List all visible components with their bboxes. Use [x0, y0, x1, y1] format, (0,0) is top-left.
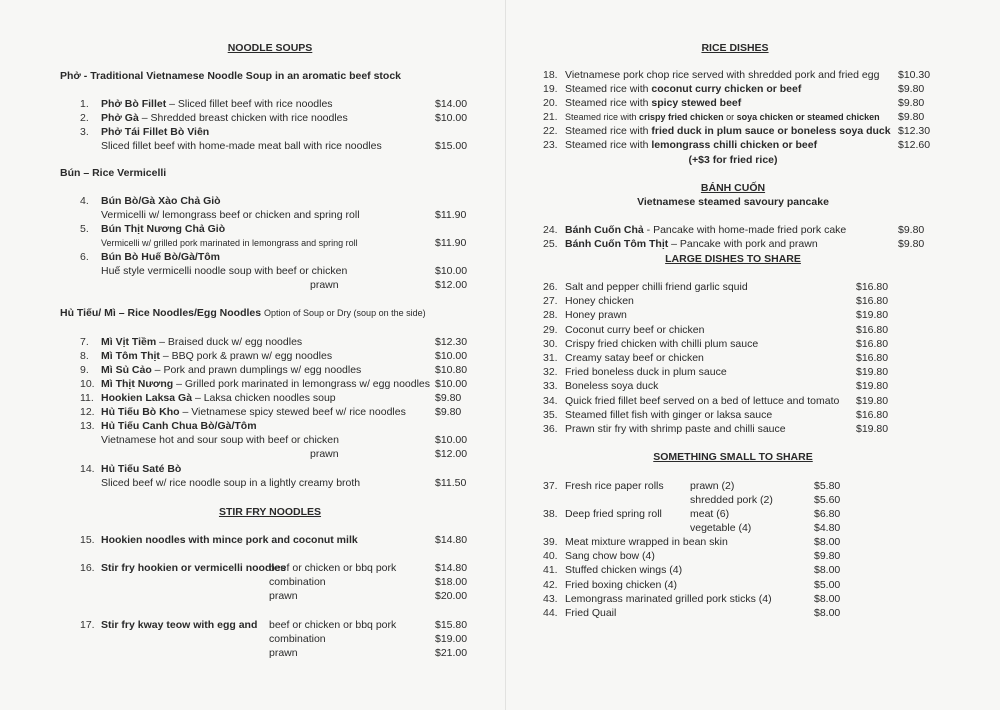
item-price: $15.00 — [435, 140, 468, 152]
item-number: 6. — [80, 251, 89, 263]
item-price: $9.80 — [898, 238, 925, 250]
item-name: Meat mixture wrapped in bean skin — [565, 536, 728, 548]
item-name: Hookien noodles with mince pork and coconut milk — [101, 534, 358, 546]
item-price: $12.60 — [898, 139, 931, 151]
item-price: $21.00 — [435, 647, 468, 659]
item-price: $11.50 — [435, 477, 467, 489]
item-number: 13. — [80, 420, 95, 432]
item-number: 3. — [80, 126, 89, 138]
item-description: Sliced beef w/ rice noodle soup in a lightly creamy broth — [101, 477, 361, 489]
menu-item — [565, 68, 879, 82]
item-name: Mì Thịt Nương — [101, 378, 174, 390]
item-number: 34. — [543, 394, 558, 407]
menu-item — [565, 138, 817, 152]
item-number: 22. — [543, 125, 558, 137]
item-option: shredded pork (2) — [690, 494, 773, 506]
item-description: Vietnamese hot and sour soup with beef or chicken — [101, 434, 339, 446]
item-number: 10. — [80, 378, 95, 390]
item-price: $14.80 — [435, 562, 468, 574]
item-price: $9.80 — [435, 406, 462, 418]
item-description: – Braised duck w/ egg noodles — [156, 336, 303, 348]
item-description: – Sliced fillet beef with rice noodles — [166, 98, 333, 110]
item-price: $6.80 — [814, 508, 841, 520]
page-fold — [505, 0, 506, 710]
item-name: Steamed fillet fish with ginger or laksa sauce — [565, 408, 773, 421]
item-number: 43. — [543, 592, 558, 605]
item-description: Steamed rice with — [565, 139, 652, 151]
item-number: 9. — [80, 364, 89, 376]
item-name: Salt and pepper chilli friend garlic squid — [565, 281, 748, 293]
item-name: spicy stewed beef — [651, 97, 742, 109]
item-name: Hookien Laksa Gà — [101, 392, 193, 404]
item-price: $14.00 — [435, 98, 468, 110]
item-price: $16.80 — [856, 295, 889, 308]
menu-item — [565, 110, 880, 124]
menu-item — [101, 349, 332, 363]
subsection-heading — [60, 306, 426, 320]
item-number: 11. — [80, 392, 94, 404]
item-name: Coconut curry beef or chicken — [565, 323, 705, 336]
item-name: Hủ Tiếu Saté Bò — [101, 463, 182, 475]
item-name: Mì Tôm Thịt — [101, 350, 160, 362]
item-number: 16. — [80, 562, 95, 574]
section-heading: RICE DISHES — [701, 42, 769, 54]
item-description: – Pork and prawn dumplings w/ egg noodles — [151, 364, 362, 376]
section-subtitle: Vietnamese steamed savoury pancake — [637, 196, 829, 208]
item-description: – Pancake with pork and prawn — [668, 238, 818, 250]
item-name: crispy fried chicken — [639, 112, 724, 122]
item-name: Phở Gà — [101, 112, 139, 124]
item-number: 36. — [543, 423, 558, 435]
item-number: 25. — [543, 238, 558, 250]
item-name: Stir fry hookien or vermicelli noodles — [101, 562, 286, 574]
item-description: Sliced fillet beef with home-made meat ball with rice noodles — [101, 140, 382, 152]
item-number: 14. — [80, 463, 95, 475]
item-description: Steamed rice with — [565, 97, 652, 109]
item-name: Bánh Cuốn Tôm Thịt — [565, 238, 669, 250]
item-number: 4. — [80, 195, 89, 207]
menu-item — [101, 111, 348, 125]
note: (+$3 for fried rice) — [688, 154, 778, 166]
item-name: Prawn stir fry with shrimp paste and chilli sauce — [565, 423, 786, 435]
item-number: 42. — [543, 578, 558, 591]
item-price: $16.80 — [856, 408, 889, 421]
menu-item — [565, 124, 891, 138]
item-price: $9.80 — [435, 392, 462, 404]
item-number: 8. — [80, 350, 89, 362]
item-option: prawn — [310, 279, 339, 291]
item-description: Steamed rice with — [565, 125, 652, 137]
item-price: $12.30 — [898, 125, 931, 137]
item-price: $16.80 — [856, 323, 889, 336]
item-number: 29. — [543, 323, 558, 336]
item-name: Fried Quail — [565, 607, 617, 619]
item-number: 27. — [543, 295, 558, 308]
item-price: $20.00 — [435, 590, 468, 602]
item-name: lemongrass chilli chicken or beef — [651, 139, 818, 151]
item-price: $4.80 — [814, 522, 841, 534]
item-name: Stir fry kway teow with egg and — [101, 619, 258, 631]
item-name: Sang chow bow (4) — [565, 550, 655, 563]
item-price: $18.00 — [435, 576, 468, 588]
item-price: $5.00 — [814, 578, 841, 591]
menu-item — [565, 223, 846, 237]
item-description: – BBQ pork & prawn w/ egg noodles — [159, 350, 333, 362]
item-name: Bún Thịt Nương Chả Giò — [101, 223, 226, 235]
item-price: $19.80 — [856, 394, 889, 407]
item-price: $16.80 — [856, 281, 889, 293]
item-price: $10.00 — [435, 265, 468, 277]
item-description: Vermicelli w/ lemongrass beef or chicken and spring roll — [101, 209, 360, 221]
item-number: 15. — [80, 534, 95, 546]
item-price: $8.00 — [814, 592, 841, 605]
item-description: – Laksa chicken noodles soup — [192, 392, 336, 404]
item-number: 5. — [80, 223, 89, 235]
item-name: Creamy satay beef or chicken — [565, 352, 704, 364]
section-heading: BÁNH CUỐN — [700, 182, 766, 194]
item-description: Vermicelli w/ grilled pork marinated in lemongrass and spring roll — [101, 238, 358, 248]
item-name: Stuffed chicken wings (4) — [565, 564, 683, 577]
item-name: Bánh Cuốn Chả — [565, 224, 644, 236]
subsection-note: Option of Soup or Dry (soup on the side) — [264, 308, 426, 318]
item-number: 37. — [543, 480, 558, 492]
item-name: Fried boneless duck in plum sauce — [565, 366, 727, 379]
item-number: 21. — [543, 111, 558, 123]
item-number: 17. — [80, 619, 95, 631]
menu-item — [565, 82, 801, 96]
item-number: 35. — [543, 408, 558, 421]
item-price: $12.30 — [435, 336, 468, 348]
item-option: meat (6) — [690, 508, 730, 520]
item-number: 33. — [543, 380, 558, 393]
item-description: - Pancake with home-made fried pork cake — [643, 224, 847, 236]
item-price: $19.00 — [435, 633, 468, 645]
section-heading: LARGE DISHES TO SHARE — [665, 253, 801, 265]
item-number: 2. — [80, 112, 89, 124]
item-price: $9.80 — [898, 111, 925, 123]
item-description: – Vietnamese spicy stewed beef w/ rice noodles — [179, 406, 406, 418]
item-name: coconut curry chicken or beef — [651, 83, 802, 95]
item-name: Hủ Tiếu Bò Kho — [101, 406, 180, 418]
item-option: prawn — [269, 647, 298, 659]
item-price: $19.80 — [856, 366, 889, 379]
item-price: $14.80 — [435, 534, 468, 546]
section-heading: SOMETHING SMALL TO SHARE — [653, 451, 813, 463]
item-price: $5.60 — [814, 494, 841, 506]
item-number: 40. — [543, 550, 558, 563]
item-price: $9.80 — [814, 550, 841, 563]
item-price: $8.00 — [814, 607, 841, 619]
item-name: Honey chicken — [565, 295, 634, 308]
item-name: Honey prawn — [565, 309, 627, 322]
item-name: Phở Tái Fillet Bò Viên — [101, 126, 210, 138]
item-name: Lemongrass marinated grilled pork sticks (4) — [565, 592, 772, 605]
item-name: soya chicken or steamed chicken — [736, 112, 880, 122]
item-price: $11.90 — [435, 209, 467, 221]
item-number: 39. — [543, 536, 558, 548]
item-number: 38. — [543, 508, 558, 520]
item-option: beef or chicken or bbq pork — [269, 562, 397, 574]
item-number: 24. — [543, 224, 558, 236]
item-price: $16.80 — [856, 337, 889, 350]
section-heading: STIR FRY NOODLES — [218, 506, 322, 518]
menu-item — [101, 391, 336, 405]
item-name: Quick fried fillet beef served on a bed of lettuce and tomato — [565, 394, 840, 407]
section-heading: NOODLE SOUPS — [227, 42, 313, 54]
menu-item — [101, 335, 302, 349]
item-name: Hủ Tiếu Canh Chua Bò/Gà/Tôm — [101, 420, 257, 432]
item-price: $9.80 — [898, 83, 925, 95]
item-number: 31. — [543, 352, 558, 364]
item-name: Bún Bò/Gà Xào Chả Giò — [101, 195, 221, 207]
item-price: $16.80 — [856, 352, 889, 364]
item-price: $5.80 — [814, 480, 841, 492]
item-number: 28. — [543, 309, 558, 322]
item-price: $9.80 — [898, 97, 925, 109]
item-option: prawn — [310, 448, 339, 460]
item-number: 41. — [543, 564, 558, 577]
item-price: $10.80 — [435, 364, 468, 376]
menu-item — [101, 405, 406, 419]
item-number: 12. — [80, 406, 95, 418]
item-name: Crispy fried chicken with chilli plum sauce — [565, 337, 759, 350]
item-price: $12.00 — [435, 279, 468, 291]
menu-item — [565, 96, 741, 110]
item-price: $10.00 — [435, 112, 468, 124]
item-option: combination — [269, 576, 326, 588]
item-description: Vietnamese pork chop rice served with shredded pork and fried egg — [565, 69, 880, 81]
item-price: $11.90 — [435, 237, 467, 249]
menu-item — [565, 237, 818, 251]
item-number: 19. — [543, 83, 558, 95]
menu-item — [101, 125, 209, 139]
subsection-title: Hủ Tiếu/ Mì – Rice Noodles/Egg Noodles — [60, 307, 262, 319]
item-name: Phở Bò Fillet — [101, 98, 167, 110]
item-number: 1. — [80, 98, 89, 110]
item-description: or — [723, 112, 737, 122]
menu-item — [101, 377, 430, 391]
item-name: Fresh rice paper rolls — [565, 480, 664, 492]
item-price: $15.80 — [435, 619, 468, 631]
item-name: Boneless soya duck — [565, 380, 659, 393]
item-description: Steamed rice with — [565, 112, 640, 122]
item-number: 7. — [80, 336, 89, 348]
item-description: – Shredded breast chicken with rice noodles — [138, 112, 348, 124]
item-price: $19.80 — [856, 423, 889, 435]
item-option: beef or chicken or bbq pork — [269, 619, 397, 631]
item-number: 20. — [543, 97, 558, 109]
item-option: prawn (2) — [690, 480, 735, 492]
item-number: 26. — [543, 281, 558, 293]
item-option: vegetable (4) — [690, 522, 752, 534]
item-description: – Grilled pork marinated in lemongrass w/ egg noodles — [173, 378, 431, 390]
item-price: $10.30 — [898, 69, 931, 81]
item-price: $12.00 — [435, 448, 468, 460]
item-price: $10.00 — [435, 378, 468, 390]
menu-item — [101, 97, 333, 111]
menu-item — [101, 363, 361, 377]
item-number: 32. — [543, 366, 558, 379]
subsection-heading: Phở - Traditional Vietnamese Noodle Soup in an aromatic beef stock — [60, 70, 402, 82]
item-number: 30. — [543, 337, 558, 350]
item-name: Mì Sủ Cảo — [101, 364, 152, 376]
item-option: combination — [269, 633, 326, 645]
item-price: $19.80 — [856, 380, 889, 393]
item-price: $9.80 — [898, 224, 925, 236]
item-name: Deep fried spring roll — [565, 508, 662, 520]
item-name: Fried boxing chicken (4) — [565, 578, 678, 591]
item-name: fried duck in plum sauce or boneless soya duck — [651, 125, 891, 137]
item-price: $8.00 — [814, 564, 841, 577]
item-name: Mì Vịt Tiềm — [101, 336, 157, 348]
item-description: Steamed rice with — [565, 83, 652, 95]
item-price: $10.00 — [435, 434, 468, 446]
item-name: Bún Bò Huế Bò/Gà/Tôm — [101, 251, 220, 263]
item-price: $10.00 — [435, 350, 468, 362]
item-number: 23. — [543, 139, 558, 151]
item-option: prawn — [269, 590, 298, 602]
item-price: $19.80 — [856, 309, 889, 322]
item-price: $8.00 — [814, 536, 841, 548]
subsection-heading: Bún – Rice Vermicelli — [60, 167, 167, 179]
item-description: Huế style vermicelli noodle soup with beef or chicken — [101, 265, 348, 277]
item-number: 18. — [543, 69, 558, 81]
item-number: 44. — [543, 607, 558, 619]
